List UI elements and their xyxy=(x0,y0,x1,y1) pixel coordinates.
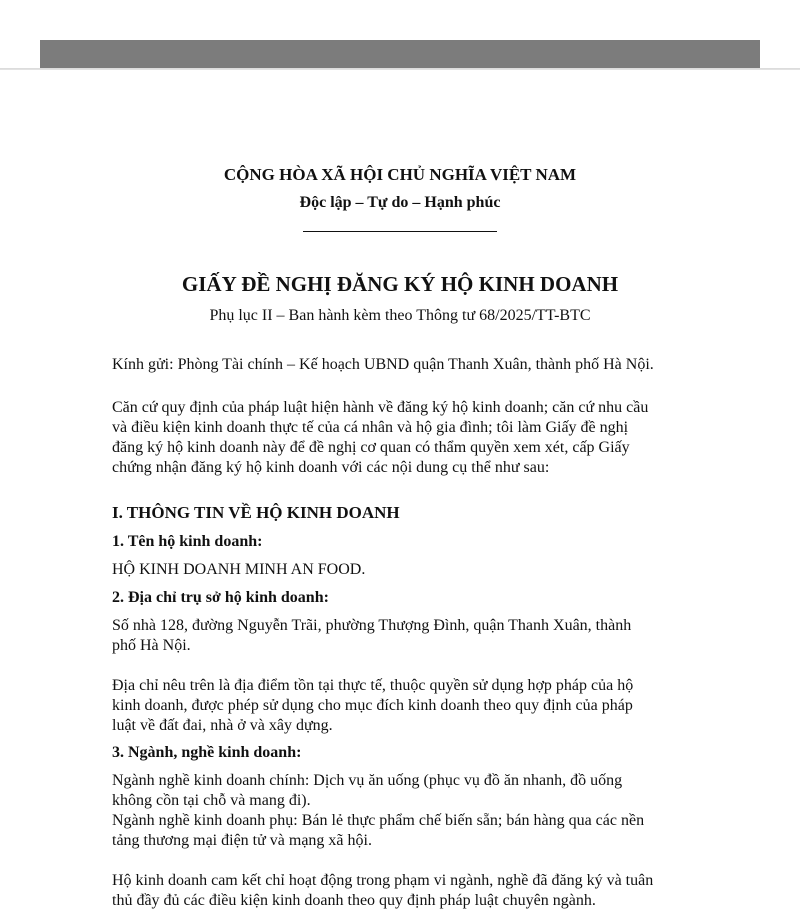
business-lines-label xyxy=(112,743,692,763)
national-motto: Độc lập – Tự do – Hạnh phúc xyxy=(299,194,501,211)
recipient-text: Kính gửi: Phòng Tài chính – Kế hoạch UBND quận Thanh Xuân, thành phố Hà Nội. xyxy=(112,356,654,373)
business-line: tảng thương mại điện tử và mạng xã hội. xyxy=(112,832,372,849)
commitment-line: thủ đầy đủ các điều kiện kinh doanh theo quy định pháp luật chuyên ngành. xyxy=(112,892,596,909)
viewer-toolbar xyxy=(40,40,760,70)
intro-paragraph xyxy=(112,398,692,478)
intro-line: và điều kiện kinh doanh thực tế của cá nhân và hộ gia đình; tôi làm Giấy đề nghị xyxy=(112,419,629,436)
business-name-label-text: 1. Tên hộ kinh doanh: xyxy=(112,533,263,550)
intro-line: đăng ký hộ kinh doanh này để đề nghị cơ quan có thẩm quyền xem xét, cấp Giấy xyxy=(112,439,630,456)
intro-line: chứng nhận đăng ký hộ kinh doanh với các nội dung cụ thể như sau: xyxy=(112,459,550,476)
business-name-text: HỘ KINH DOANH MINH AN FOOD. xyxy=(112,561,366,578)
address-note-line: kinh doanh, được phép sử dụng cho mục đích kinh doanh theo quy định của pháp xyxy=(112,697,633,714)
document-page xyxy=(0,70,800,909)
recipient-line xyxy=(112,355,692,375)
address-line: Số nhà 128, đường Nguyễn Trãi, phường Thượng Đình, quận Thanh Xuân, thành xyxy=(112,617,632,634)
business-line: Ngành nghề kinh doanh phụ: Bán lẻ thực phẩm chế biến sẵn; bán hàng qua các nền xyxy=(112,812,645,829)
business-line: Ngành nghề kinh doanh chính: Dịch vụ ăn uống (phục vụ đồ ăn nhanh, đồ uống xyxy=(112,772,623,789)
section-heading-text: I. THÔNG TIN VỀ HỘ KINH DOANH xyxy=(112,503,400,522)
address-note xyxy=(112,676,692,736)
address-line: phố Hà Nội. xyxy=(112,637,191,654)
document-subtitle: Phụ lục II – Ban hành kèm theo Thông tư 68/2025/TT-BTC xyxy=(209,307,591,324)
address-note-line: Địa chỉ nêu trên là địa điểm tồn tại thực tế, thuộc quyền sử dụng hợp pháp của hộ xyxy=(112,677,634,694)
motto-underline xyxy=(303,231,497,232)
commitment-paragraph xyxy=(112,871,692,911)
section-heading xyxy=(112,503,692,523)
business-line: không cồn tại chỗ và mang đi). xyxy=(112,792,311,809)
business-lines-value xyxy=(112,771,692,851)
intro-line: Căn cứ quy định của pháp luật hiện hành về đăng ký hộ kinh doanh; căn cứ nhu cầu xyxy=(112,399,649,416)
business-name-value xyxy=(112,560,692,580)
address-label-text: 2. Địa chỉ trụ sở hộ kinh doanh: xyxy=(112,589,329,606)
address-label xyxy=(112,588,692,608)
business-lines-label-text: 3. Ngành, nghề kinh doanh: xyxy=(112,744,302,761)
business-name-label xyxy=(112,532,692,552)
address-value xyxy=(112,616,692,656)
document-title: GIẤY ĐỀ NGHỊ ĐĂNG KÝ HỘ KINH DOANH xyxy=(181,272,619,296)
national-title: CỘNG HÒA XÃ HỘI CHỦ NGHĨA VIỆT NAM xyxy=(223,165,577,184)
commitment-line: Hộ kinh doanh cam kết chỉ hoạt động trong phạm vi ngành, nghề đã đăng ký và tuân xyxy=(112,872,654,889)
address-note-line: luật về đất đai, nhà ở và xây dựng. xyxy=(112,717,333,734)
